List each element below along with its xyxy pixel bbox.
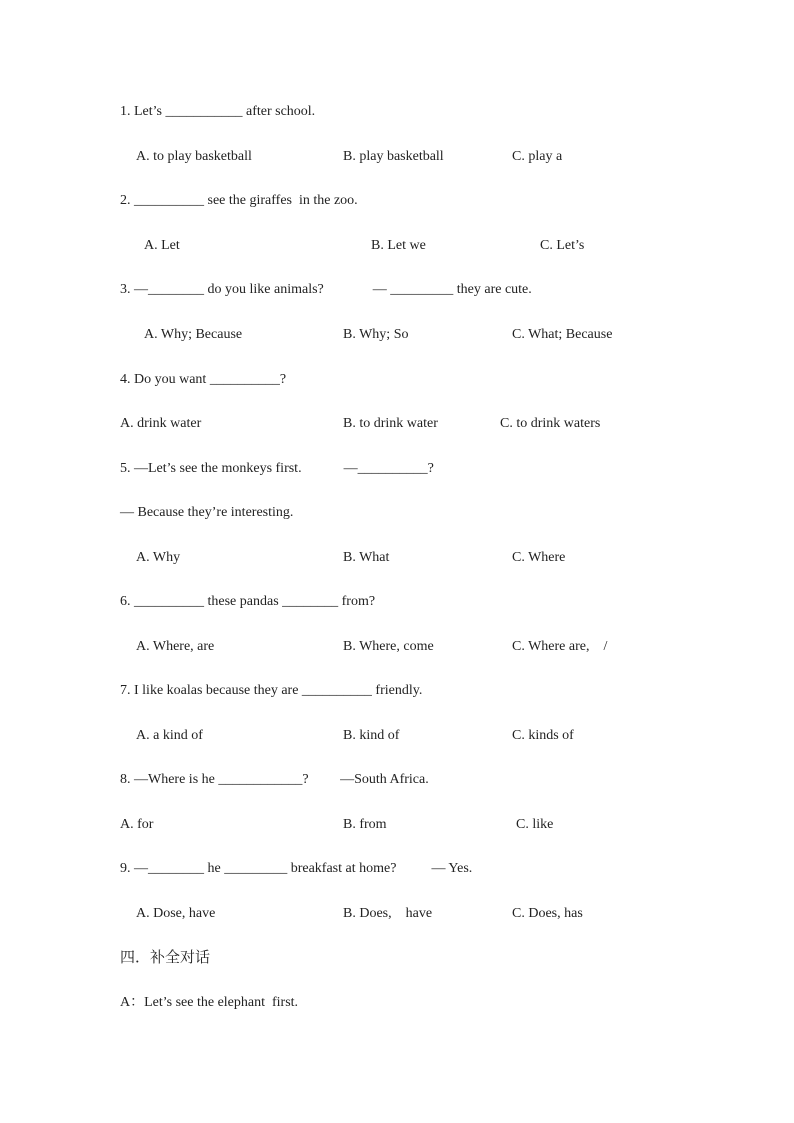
question-7-option-c: C. kinds of <box>512 728 574 743</box>
question-4-stem: 4. Do you want __________? <box>120 372 287 387</box>
question-1-option-b: B. play basketball <box>343 149 444 164</box>
question-6-stem: 6. __________ these pandas ________ from? <box>120 594 376 609</box>
question-2-option-a: A. Let <box>144 238 180 253</box>
question-1-stem: 1. Let’s ___________ after school. <box>120 104 316 119</box>
question-9-option-c: C. Does, has <box>512 906 583 921</box>
question-8-option-c: C. like <box>516 817 554 832</box>
question-5-option-c: C. Where <box>512 550 566 565</box>
question-4-option-c: C. to drink waters <box>500 416 601 431</box>
question-8-option-b: B. from <box>343 817 387 832</box>
question-9-option-b: B. Does, have <box>343 906 433 921</box>
question-3-option-a: A. Why; Because <box>144 327 243 342</box>
question-3-option-c: C. What; Because <box>512 327 613 342</box>
question-5-option-a: A. Why <box>136 550 181 565</box>
question-3-stem: 3. —________ do you like animals? — _________ they are cute. <box>120 282 532 297</box>
question-4-option-b: B. to drink water <box>343 416 438 431</box>
question-5-response: — Because they’re interesting. <box>120 505 294 520</box>
question-8-stem: 8. —Where is he ____________? —South Africa. <box>120 772 429 787</box>
question-4-option-a: A. drink water <box>120 416 202 431</box>
question-9-stem: 9. —________ he _________ breakfast at home? — Yes. <box>120 861 473 876</box>
question-7-stem: 7. I like koalas because they are __________ friendly. <box>120 683 423 698</box>
question-9-option-a: A. Dose, have <box>136 906 216 921</box>
question-3-option-b: B. Why; So <box>343 327 409 342</box>
dialogue-line-a: A：Let’s see the elephant first. <box>120 995 299 1010</box>
question-6-option-a: A. Where, are <box>136 639 215 654</box>
question-2-option-b: B. Let we <box>371 238 426 253</box>
question-7-option-a: A. a kind of <box>136 728 203 743</box>
section-heading: 四．补全对话 <box>120 950 211 966</box>
question-6-option-b: B. Where, come <box>343 639 434 654</box>
question-6-option-c: C. Where are, / <box>512 639 608 654</box>
question-7-option-b: B. kind of <box>343 728 400 743</box>
question-5-stem: 5. —Let’s see the monkeys first. —__________? <box>120 461 434 476</box>
question-2-stem: 2. __________ see the giraffes in the zoo. <box>120 193 358 208</box>
question-1-option-c: C. play a <box>512 149 563 164</box>
question-8-option-a: A. for <box>120 817 154 832</box>
question-2-option-c: C. Let’s <box>540 238 585 253</box>
question-1-option-a: A. to play basketball <box>136 149 252 164</box>
question-5-option-b: B. What <box>343 550 390 565</box>
